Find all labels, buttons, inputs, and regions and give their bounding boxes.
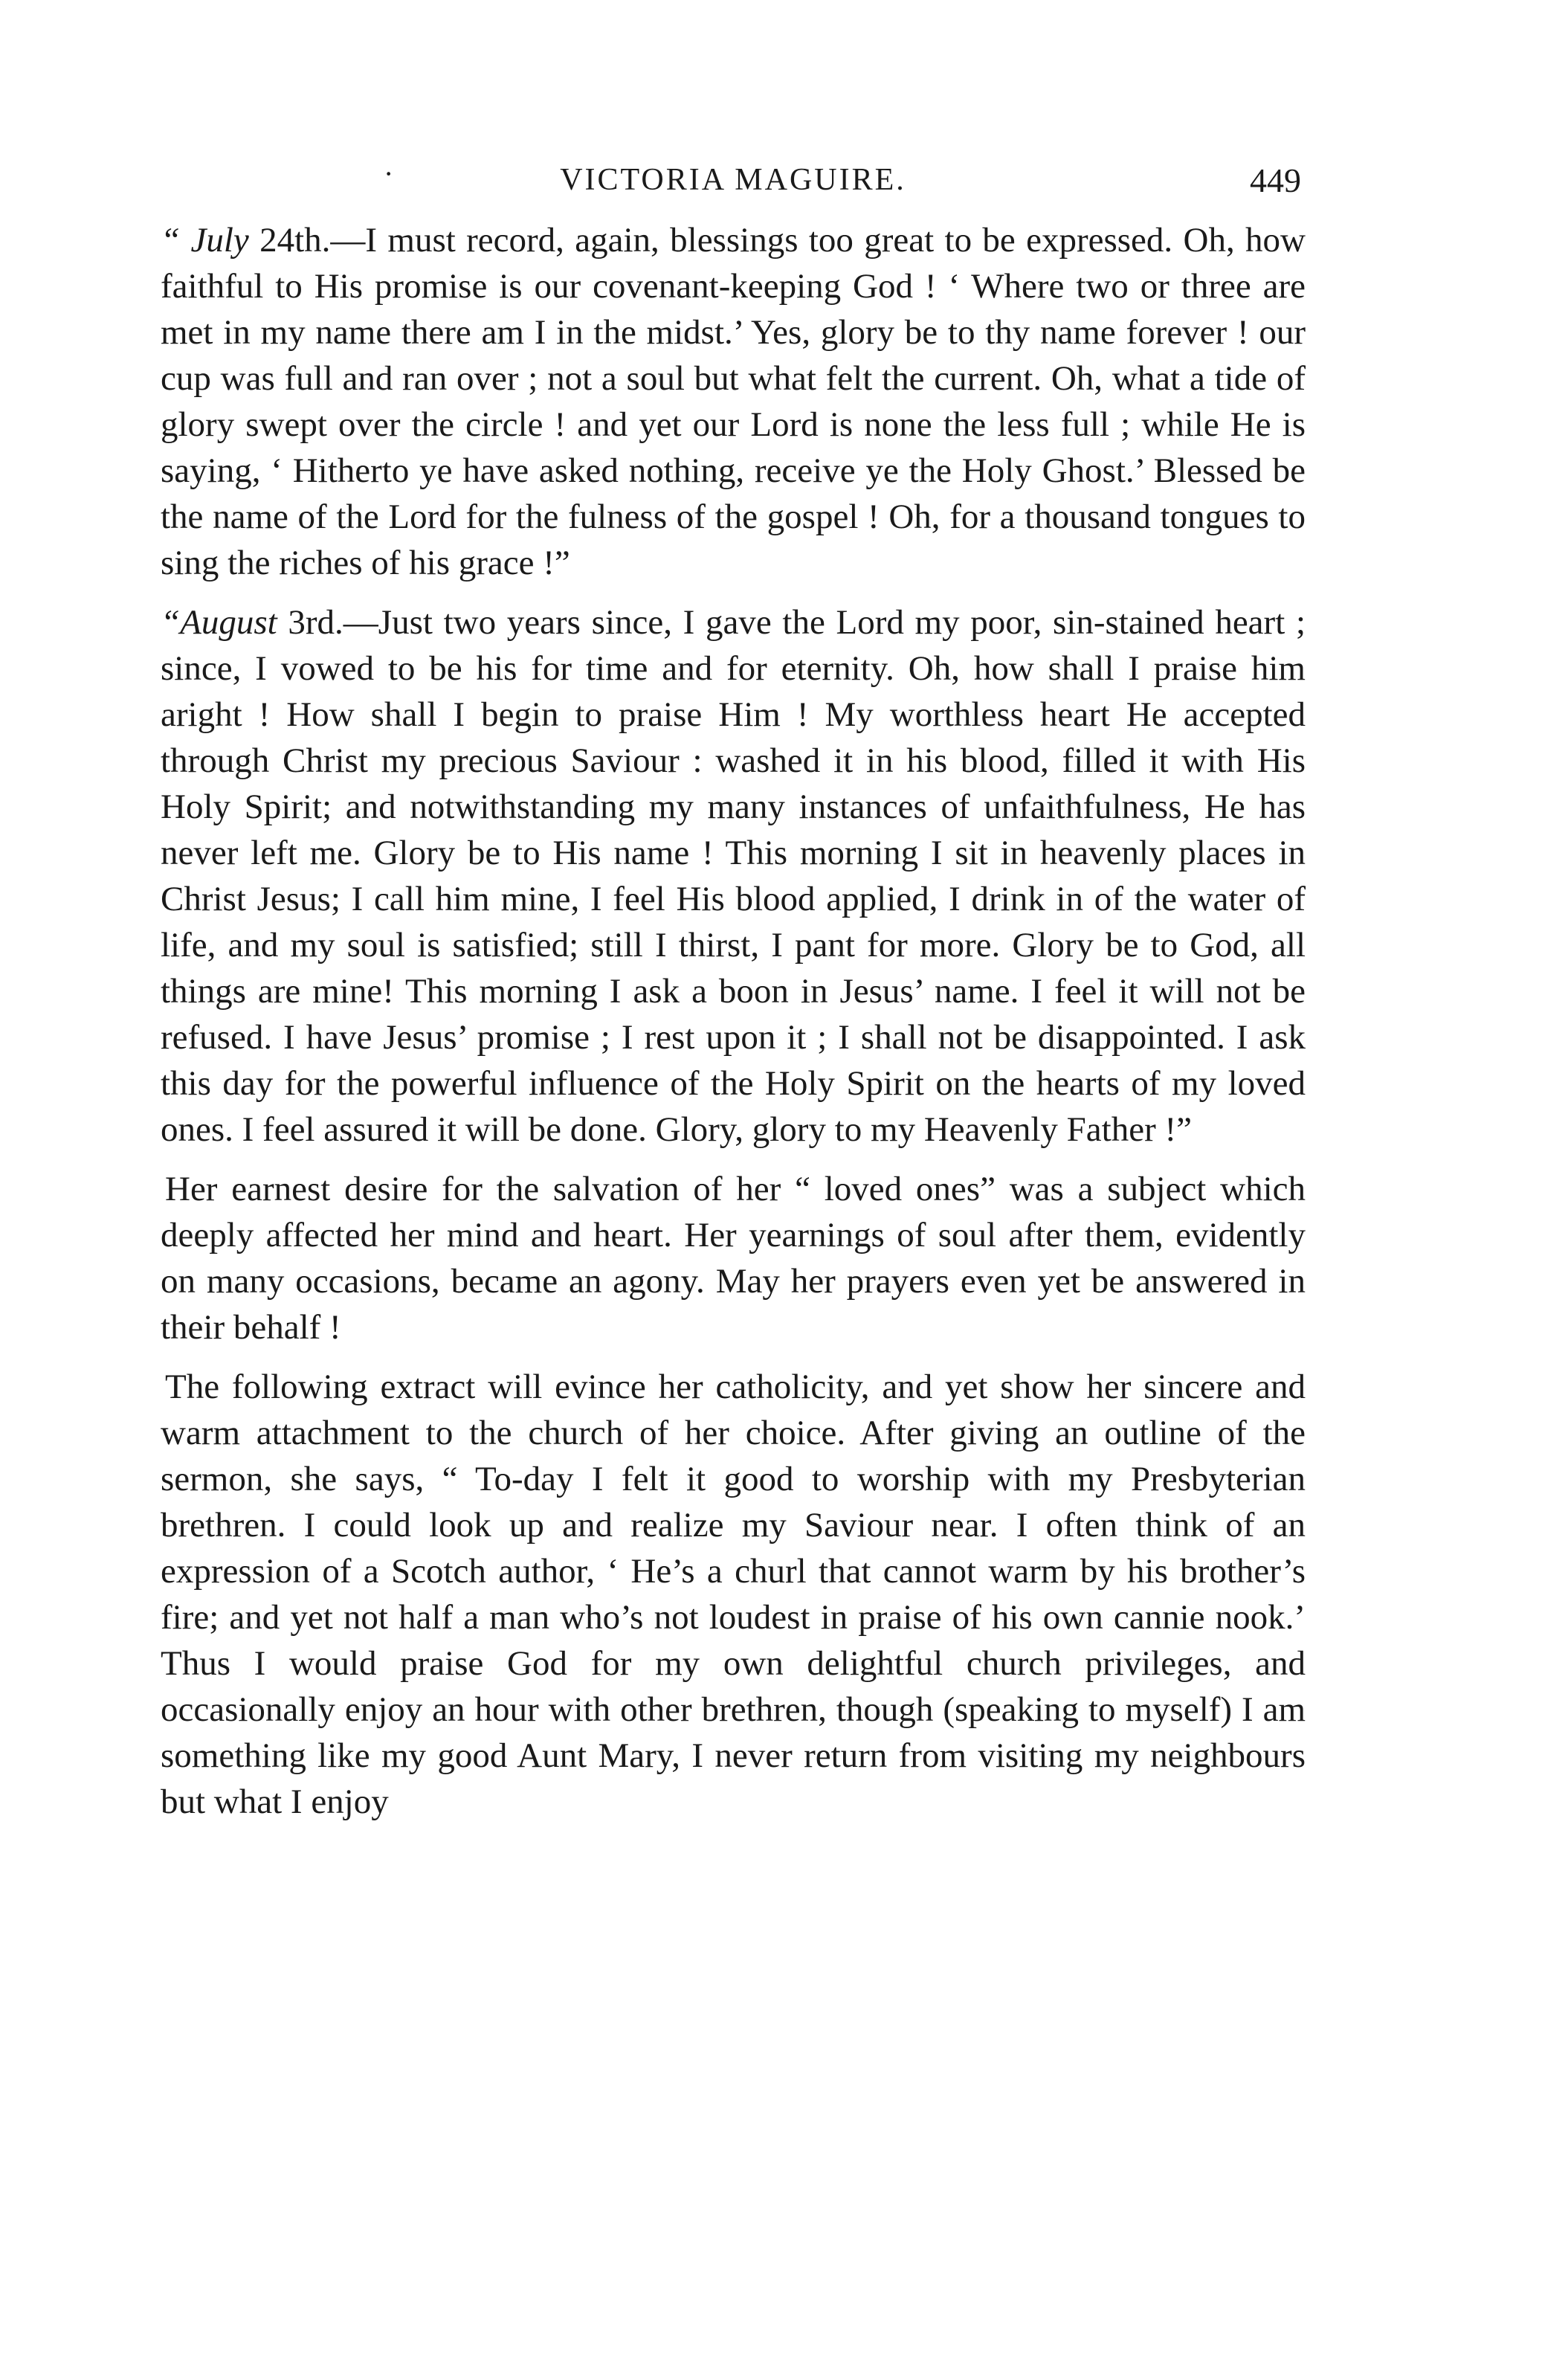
entry-date-lead: “August — [161, 603, 277, 642]
paragraph-text: The following extract will evince her catholicity, and yet show her sincere and warm attachment to the church of her choice. After giving an outline of the sermon, she says, “ To-day I felt it good to worship with my Presbyterian brethren. I could look up and realize my Saviour near. I often think of an expression of a Scotch author, ‘ He’s a churl that cannot warm by his brother’s fire; and yet not half a man who’s not loudest in praise of his own cannie nook.’ Thus I would praise God for my own delightful church privileges, and occasionally enjoy an hour with other brethren, though (speaking to myself) I am something like my good Aunt Mary, I never return from visiting my neighbours but what I enjoy — [161, 1368, 1306, 1821]
paragraph-text: 3rd.—Just two years since, I gave the Lord my poor, sin-stained heart ; since, I vowed to be his for time and for eternity. Oh, how shall I praise him aright ! How shall I begin to praise Him ! My worthless heart He accepted through Christ my precious Saviour : washed it in his blood, filled it with His Holy Spirit; and notwithstanding my many instances of unfaithfulness, He has never left me. Glory be to His name ! This morning I sit in heavenly places in Christ Jesus; I call him mine, I feel His blood applied, I drink in of the water of life, and my soul is satisfied; still I thirst, I pant for more. Glory be to God, all things are mine! This morning I ask a boon in Jesus’ name. I feel it will not be refused. I have Jesus’ promise ; I rest upon it ; I shall not be disappointed. I ask this day for the powerful influence of the Holy Spirit on the hearts of my loved ones. I feel assured it will be done. Glory, glory to my Heavenly Father !” — [161, 603, 1306, 1149]
narrative-paragraph — [161, 1166, 1306, 1350]
diary-entry-august — [161, 599, 1306, 1153]
running-header — [161, 149, 1306, 201]
running-title: VICTORIA MAGUIRE. — [560, 163, 906, 197]
paragraph-text: 24th.—I must record, again, blessings too great to be expressed. Oh, how faithful to His promise is our covenant-keeping God ! ‘ Where two or three are met in my name there am I in the midst.’ Yes, glory be to thy name forever ! our cup was full and ran over ; not a soul but what felt the current. Oh, what a tide of glory swept over the circle ! and yet our Lord is none the less full ; while He is saying, ‘ Hitherto ye have asked nothing, receive ye the Holy Ghost.’ Blessed be the name of the Lord for the fulness of the gospel ! Oh, for a thousand tongues to sing the riches of his grace !” — [161, 221, 1306, 582]
narrative-paragraph — [161, 1364, 1306, 1825]
page-number: 449 — [1250, 161, 1301, 199]
book-page — [161, 149, 1306, 1838]
entry-date-lead: “ July — [161, 221, 249, 260]
diary-entry-july — [161, 217, 1306, 586]
header-marker: · — [384, 157, 394, 190]
paragraph-text: Her earnest desire for the salvation of her “ loved ones” was a subject which deeply affected her mind and heart. Her yearnings of soul after them, evidently on many occasions, became an agony. May her prayers even yet be answered in their behalf ! — [161, 1170, 1306, 1347]
